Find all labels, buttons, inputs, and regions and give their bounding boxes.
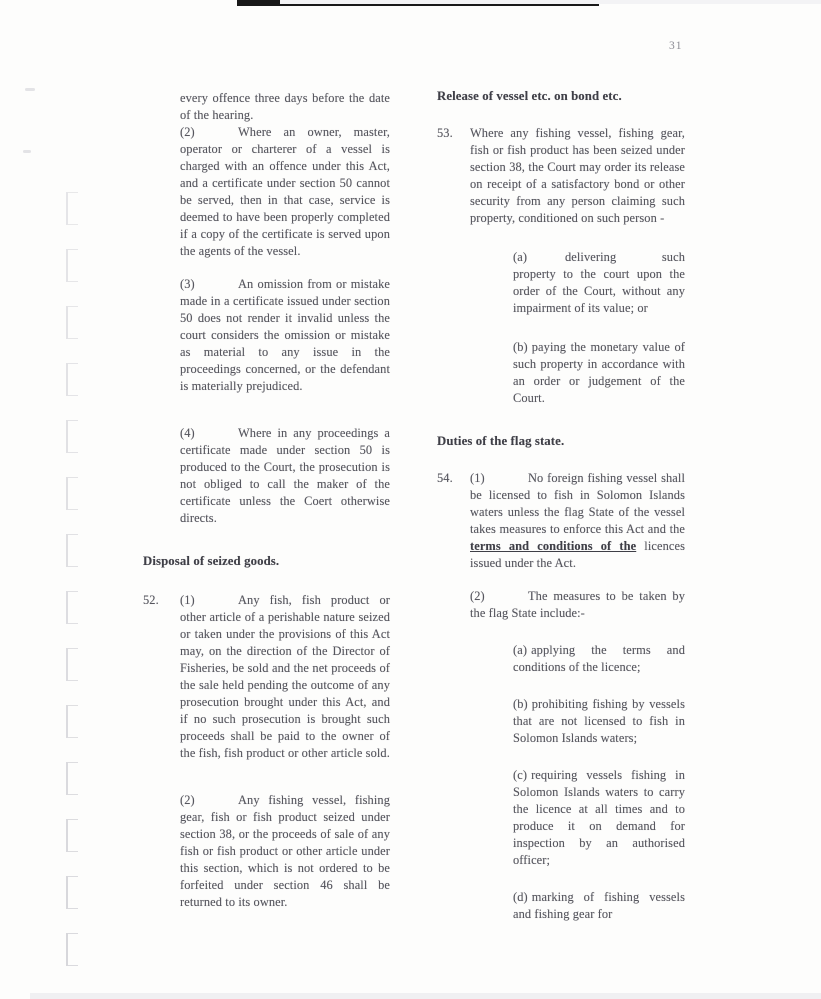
page-number: 31 <box>669 40 683 52</box>
paragraph-text: Where any fishing vessel, fishing gear, fish or fish product has been seized under section 38, the Court may order its release on receipt of a satisfactory bond or other security from any person claiming such property, conditioned on such person - <box>470 126 685 225</box>
section-heading-release: Release of vessel etc. on bond etc. <box>437 89 622 103</box>
subitem-text: requiring vessels fishing in Solomon Islands waters to carry the licence at all times and to produce it on demand for inspection by an authorised officer; <box>513 768 685 867</box>
paragraph-text: Where in any proceedings a certificate made under section 50 is produced to the Court, the prosecution is not obliged to call the maker of the certificate unless the Coert otherwise directs. <box>180 426 390 525</box>
scan-edge-shadow-top <box>280 0 821 4</box>
subitem-53b <box>513 339 685 407</box>
binding-mark <box>66 762 90 795</box>
paragraph-text: An omission from or mistake made in a certificate issued under section 50 does not render it invalid unless the court considers the omission or mistake as material to any issue in the proceedings concerned, or the defendant is materially prejudiced. <box>180 277 390 393</box>
paragraph-label: (2) <box>470 589 485 603</box>
paragraph-text: Any fish, fish product or other article of a perishable nature seized or taken under the provisions of this Act may, on the direction of the Director of Fisheries, be sold and the net proceeds of the sale held pending the outcome of any prosecution brought under this Act, and if no such prosecution is brought such proceeds shall be paid to the owner of the fish, fish product or other article sold. <box>180 593 390 760</box>
subitem-label: (a) <box>513 643 528 657</box>
section-heading-disposal: Disposal of seized goods. <box>143 554 280 568</box>
paragraph-2 <box>180 124 390 260</box>
subitem-text: marking of fishing vessels and fishing gear for <box>513 890 685 921</box>
section-54 <box>437 470 685 572</box>
subitem-54c <box>513 767 685 869</box>
section-number: 54. <box>437 471 453 485</box>
paragraph-3 <box>180 276 390 395</box>
scan-smudge <box>23 150 31 153</box>
section-53 <box>437 125 685 227</box>
binding-mark <box>66 648 90 681</box>
subitem-54d <box>513 889 685 923</box>
paragraph-label: (1) <box>470 471 485 485</box>
binding-mark <box>66 534 90 567</box>
section-number: 52. <box>143 593 159 607</box>
scan-smudge <box>25 88 35 91</box>
section-heading-duties: Duties of the flag state. <box>437 434 565 448</box>
paragraph-label: (4) <box>180 426 195 440</box>
subitem-54b <box>513 696 685 747</box>
paragraph-label: (2) <box>180 793 195 807</box>
paragraph-text: licences issued under the Act. <box>470 539 685 570</box>
subitem-53a <box>513 249 685 317</box>
subitem-label: (c) <box>513 768 528 782</box>
subitem-label: (a) <box>513 250 528 264</box>
continuation-paragraph <box>180 90 390 124</box>
subitem-text: paying the monetary value of such property in accordance with an order or judgement of the Court. <box>513 340 685 405</box>
binding-mark <box>66 933 90 966</box>
subitem-text: delivering such property to the court upon the order of the Court, without any impairment of its value; or <box>513 250 685 315</box>
paragraph-text: Any fishing vessel, fishing gear, fish or fish product seized under section 38, or the proceeds of sale of any fish or fish product or other article under this section, which is not ordered to be forfeited under section 46 shall be returned to its owner. <box>180 793 390 909</box>
binding-mark <box>66 705 90 738</box>
binding-mark <box>66 363 90 396</box>
paragraph-label: (1) <box>180 593 195 607</box>
subitem-text: applying the terms and conditions of the licence; <box>513 643 685 674</box>
paragraph-text: every offence three days before the date of the hearing. <box>180 91 390 122</box>
paragraph-text: Where an owner, master, operator or charterer of a vessel is charged with an offence under this Act, and a certificate under section 50 cannot be served, then in that case, service is deemed to have been properly completed if a copy of the certificate is served upon the agents of the vessel. <box>180 125 390 258</box>
emphasized-phrase: terms and conditions of the <box>470 539 637 553</box>
subitem-label: (b) <box>513 340 528 354</box>
binding-mark <box>66 420 90 453</box>
subitem-label: (d) <box>513 890 528 904</box>
section-52 <box>143 592 390 762</box>
right-column <box>437 88 685 923</box>
binding-mark <box>66 192 90 225</box>
left-column <box>143 90 390 911</box>
paragraph-label: (3) <box>180 277 195 291</box>
subitem-54a <box>513 642 685 676</box>
paragraph-54-2 <box>470 588 685 622</box>
scan-edge-shadow-bottom <box>30 993 821 999</box>
subitem-label: (b) <box>513 697 528 711</box>
binding-mark <box>66 591 90 624</box>
subitem-text: prohibiting fishing by vessels that are not licensed to fish in Solomon Islands waters; <box>513 697 685 745</box>
paragraph-label: (2) <box>180 125 195 139</box>
binding-mark <box>66 819 90 852</box>
paragraph-4 <box>180 425 390 527</box>
paragraph-text: No foreign fishing vessel shall be licensed to fish in Solomon Islands waters unless the flag State of the vessel takes measures to enforce this Act and the <box>470 471 685 536</box>
binding-mark <box>66 876 90 909</box>
binding-mark <box>66 306 90 339</box>
paragraph-52-2 <box>180 792 390 911</box>
section-number: 53. <box>437 126 453 140</box>
binding-mark <box>66 477 90 510</box>
binding-marks <box>66 192 96 990</box>
paragraph-text: The measures to be taken by the flag State include:- <box>470 589 685 620</box>
binding-mark <box>66 249 90 282</box>
